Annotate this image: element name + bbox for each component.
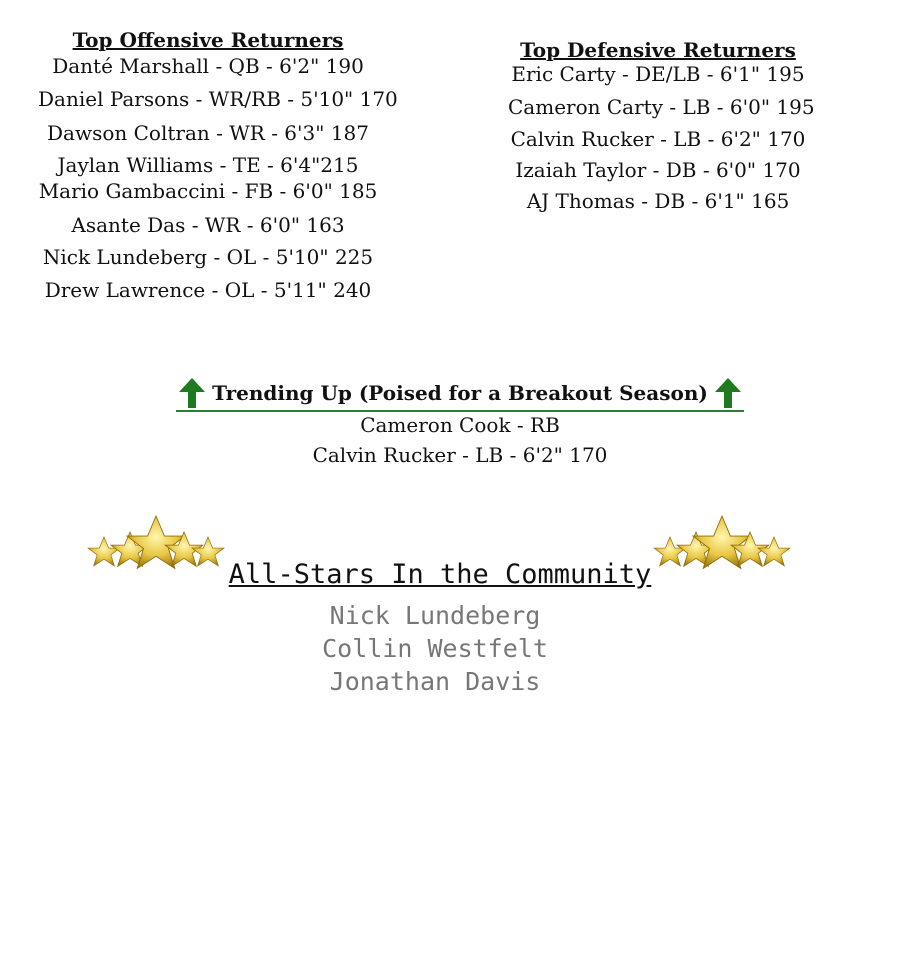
offense-player: Jaylan Williams - TE - 6'4"215 <box>57 153 359 177</box>
all-stars-section <box>0 515 880 715</box>
all-stars-title: All-Stars In the Community <box>228 559 652 590</box>
up-arrow-icon <box>714 377 742 409</box>
offense-player: Dawson Coltran - WR - 6'3" 187 <box>46 121 369 145</box>
defensive-returners-section <box>508 38 815 220</box>
all-star-name: Collin Westfelt <box>322 634 548 663</box>
trending-player: Cameron Cook - RB <box>360 413 560 437</box>
offense-player: Danté Marshall - QB - 6'2" 190 <box>52 54 364 78</box>
all-star-name: Nick Lundeberg <box>329 601 541 630</box>
all-star-name: Jonathan Davis <box>329 667 541 696</box>
offense-player: Mario Gambaccini - FB - 6'0" 185 <box>38 179 378 203</box>
offense-player: Daniel Parsons - WR/RB - 5'10" 170 <box>38 87 398 111</box>
offensive-returners-section <box>38 28 398 310</box>
trending-player: Calvin Rucker - LB - 6'2" 170 <box>312 443 608 467</box>
offense-player: Nick Lundeberg - OL - 5'10" 225 <box>42 245 374 269</box>
offensive-returners-title: Top Offensive Returners <box>72 28 344 52</box>
defense-player: Calvin Rucker - LB - 6'2" 170 <box>510 127 806 151</box>
defense-player: Cameron Carty - LB - 6'0" 195 <box>508 95 815 119</box>
defensive-returners-title: Top Defensive Returners <box>520 38 796 62</box>
defense-player: Izaiah Taylor - DB - 6'0" 170 <box>515 158 801 182</box>
defense-player: AJ Thomas - DB - 6'1" 165 <box>526 189 790 213</box>
offense-player: Asante Das - WR - 6'0" 163 <box>71 213 345 237</box>
up-arrow-icon <box>178 377 206 409</box>
offense-player: Drew Lawrence - OL - 5'11" 240 <box>44 278 372 302</box>
trending-up-heading <box>176 376 744 412</box>
trending-up-section <box>0 376 900 473</box>
defense-player: Eric Carty - DE/LB - 6'1" 195 <box>511 62 805 86</box>
trending-up-title: Trending Up (Poised for a Breakout Season) <box>212 381 708 405</box>
all-stars-names <box>0 599 870 698</box>
